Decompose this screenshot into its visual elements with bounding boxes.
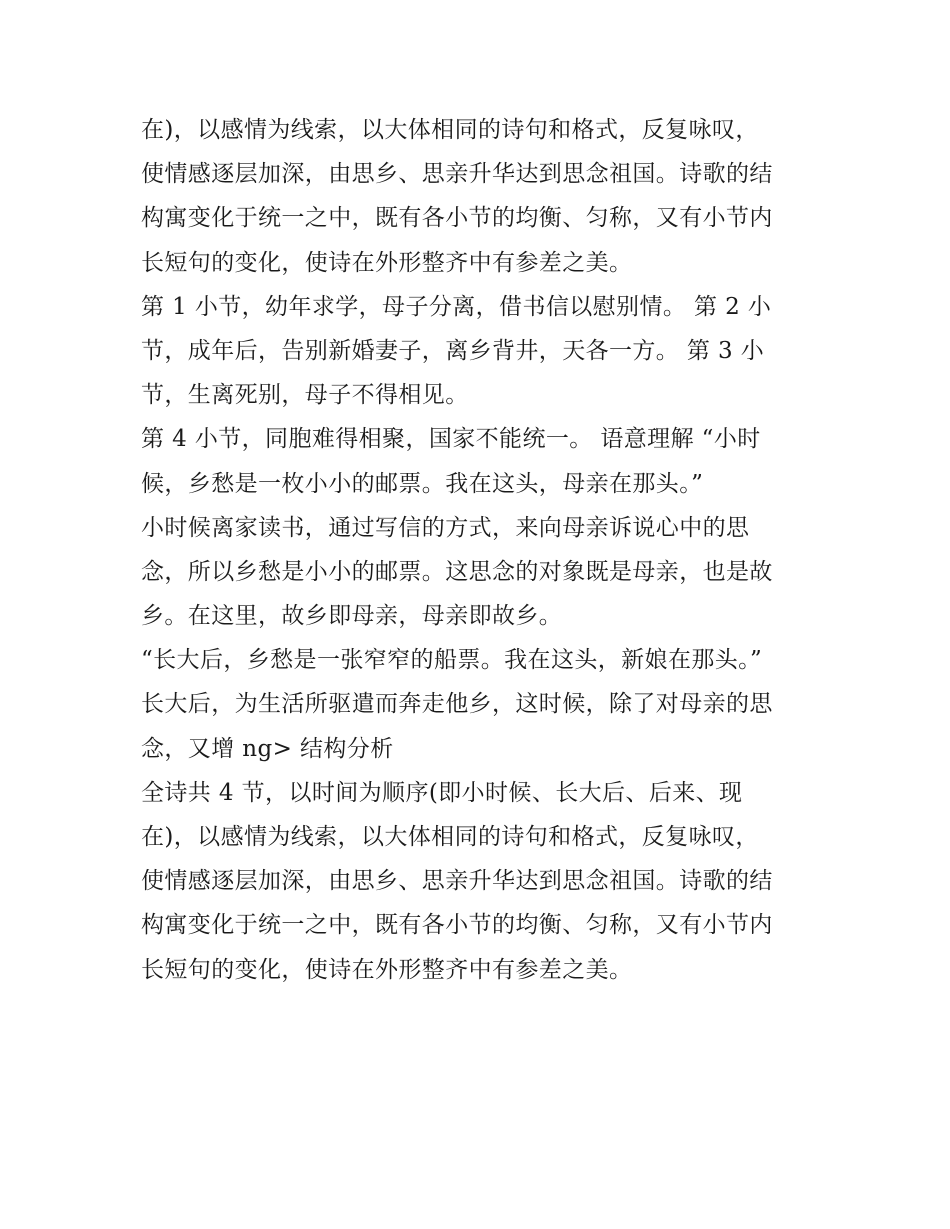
text-line: 长短句的变化，使诗在外形整齐中有参差之美。 [141,956,633,983]
text-line: 节，生离死别，母子不得相见。 [141,382,469,409]
body-text [141,108,831,992]
text-line: 长短句的变化，使诗在外形整齐中有参差之美。 [141,249,633,276]
text-line: “长大后，乡愁是一张窄窄的船票。我在这头，新娘在那头。” [141,647,763,674]
text-line: 节，成年后，告别新婚妻子，离乡背井，天各一方。 第 3 小 [141,337,765,364]
text-line: 念，所以乡愁是小小的邮票。这思念的对象既是母亲，也是故 [141,558,773,585]
text-line: 构寓变化于统一之中，既有各小节的均衡、匀称，又有小节内 [141,912,773,939]
text-line: 在)，以感情为线索，以大体相同的诗句和格式，反复咏叹， [141,824,759,850]
text-line: 乡。在这里，故乡即母亲，母亲即故乡。 [141,603,563,630]
text-line: 使情感逐层加深，由思乡、思亲升华达到思念祖国。诗歌的结 [141,161,773,188]
text-line: 构寓变化于统一之中，既有各小节的均衡、匀称，又有小节内 [141,205,773,232]
text-line: 候，乡愁是一枚小小的邮票。我在这头，母亲在那头。” [141,470,704,497]
text-line: 第 1 小节，幼年求学，母子分离，借书信以慰别情。 第 2 小 [141,293,772,320]
text-line: 使情感逐层加深，由思乡、思亲升华达到思念祖国。诗歌的结 [141,868,773,895]
text-line: 全诗共 4 节，以时间为顺序(即小时候、长大后、后来、现 [141,779,743,806]
text-line: 第 4 小节，同胞难得相聚，国家不能统一。 语意理解 “小时 [141,426,761,453]
text-line: 小时候离家读书，通过写信的方式，来向母亲诉说心中的思 [141,514,750,541]
text-line: 长大后，为生活所驱遣而奔走他乡，这时候，除了对母亲的思 [141,691,773,718]
text-line: 在)，以感情为线索，以大体相同的诗句和格式，反复咏叹， [141,117,759,143]
text-line: 念，又增 ng> 结构分析 [141,735,394,762]
